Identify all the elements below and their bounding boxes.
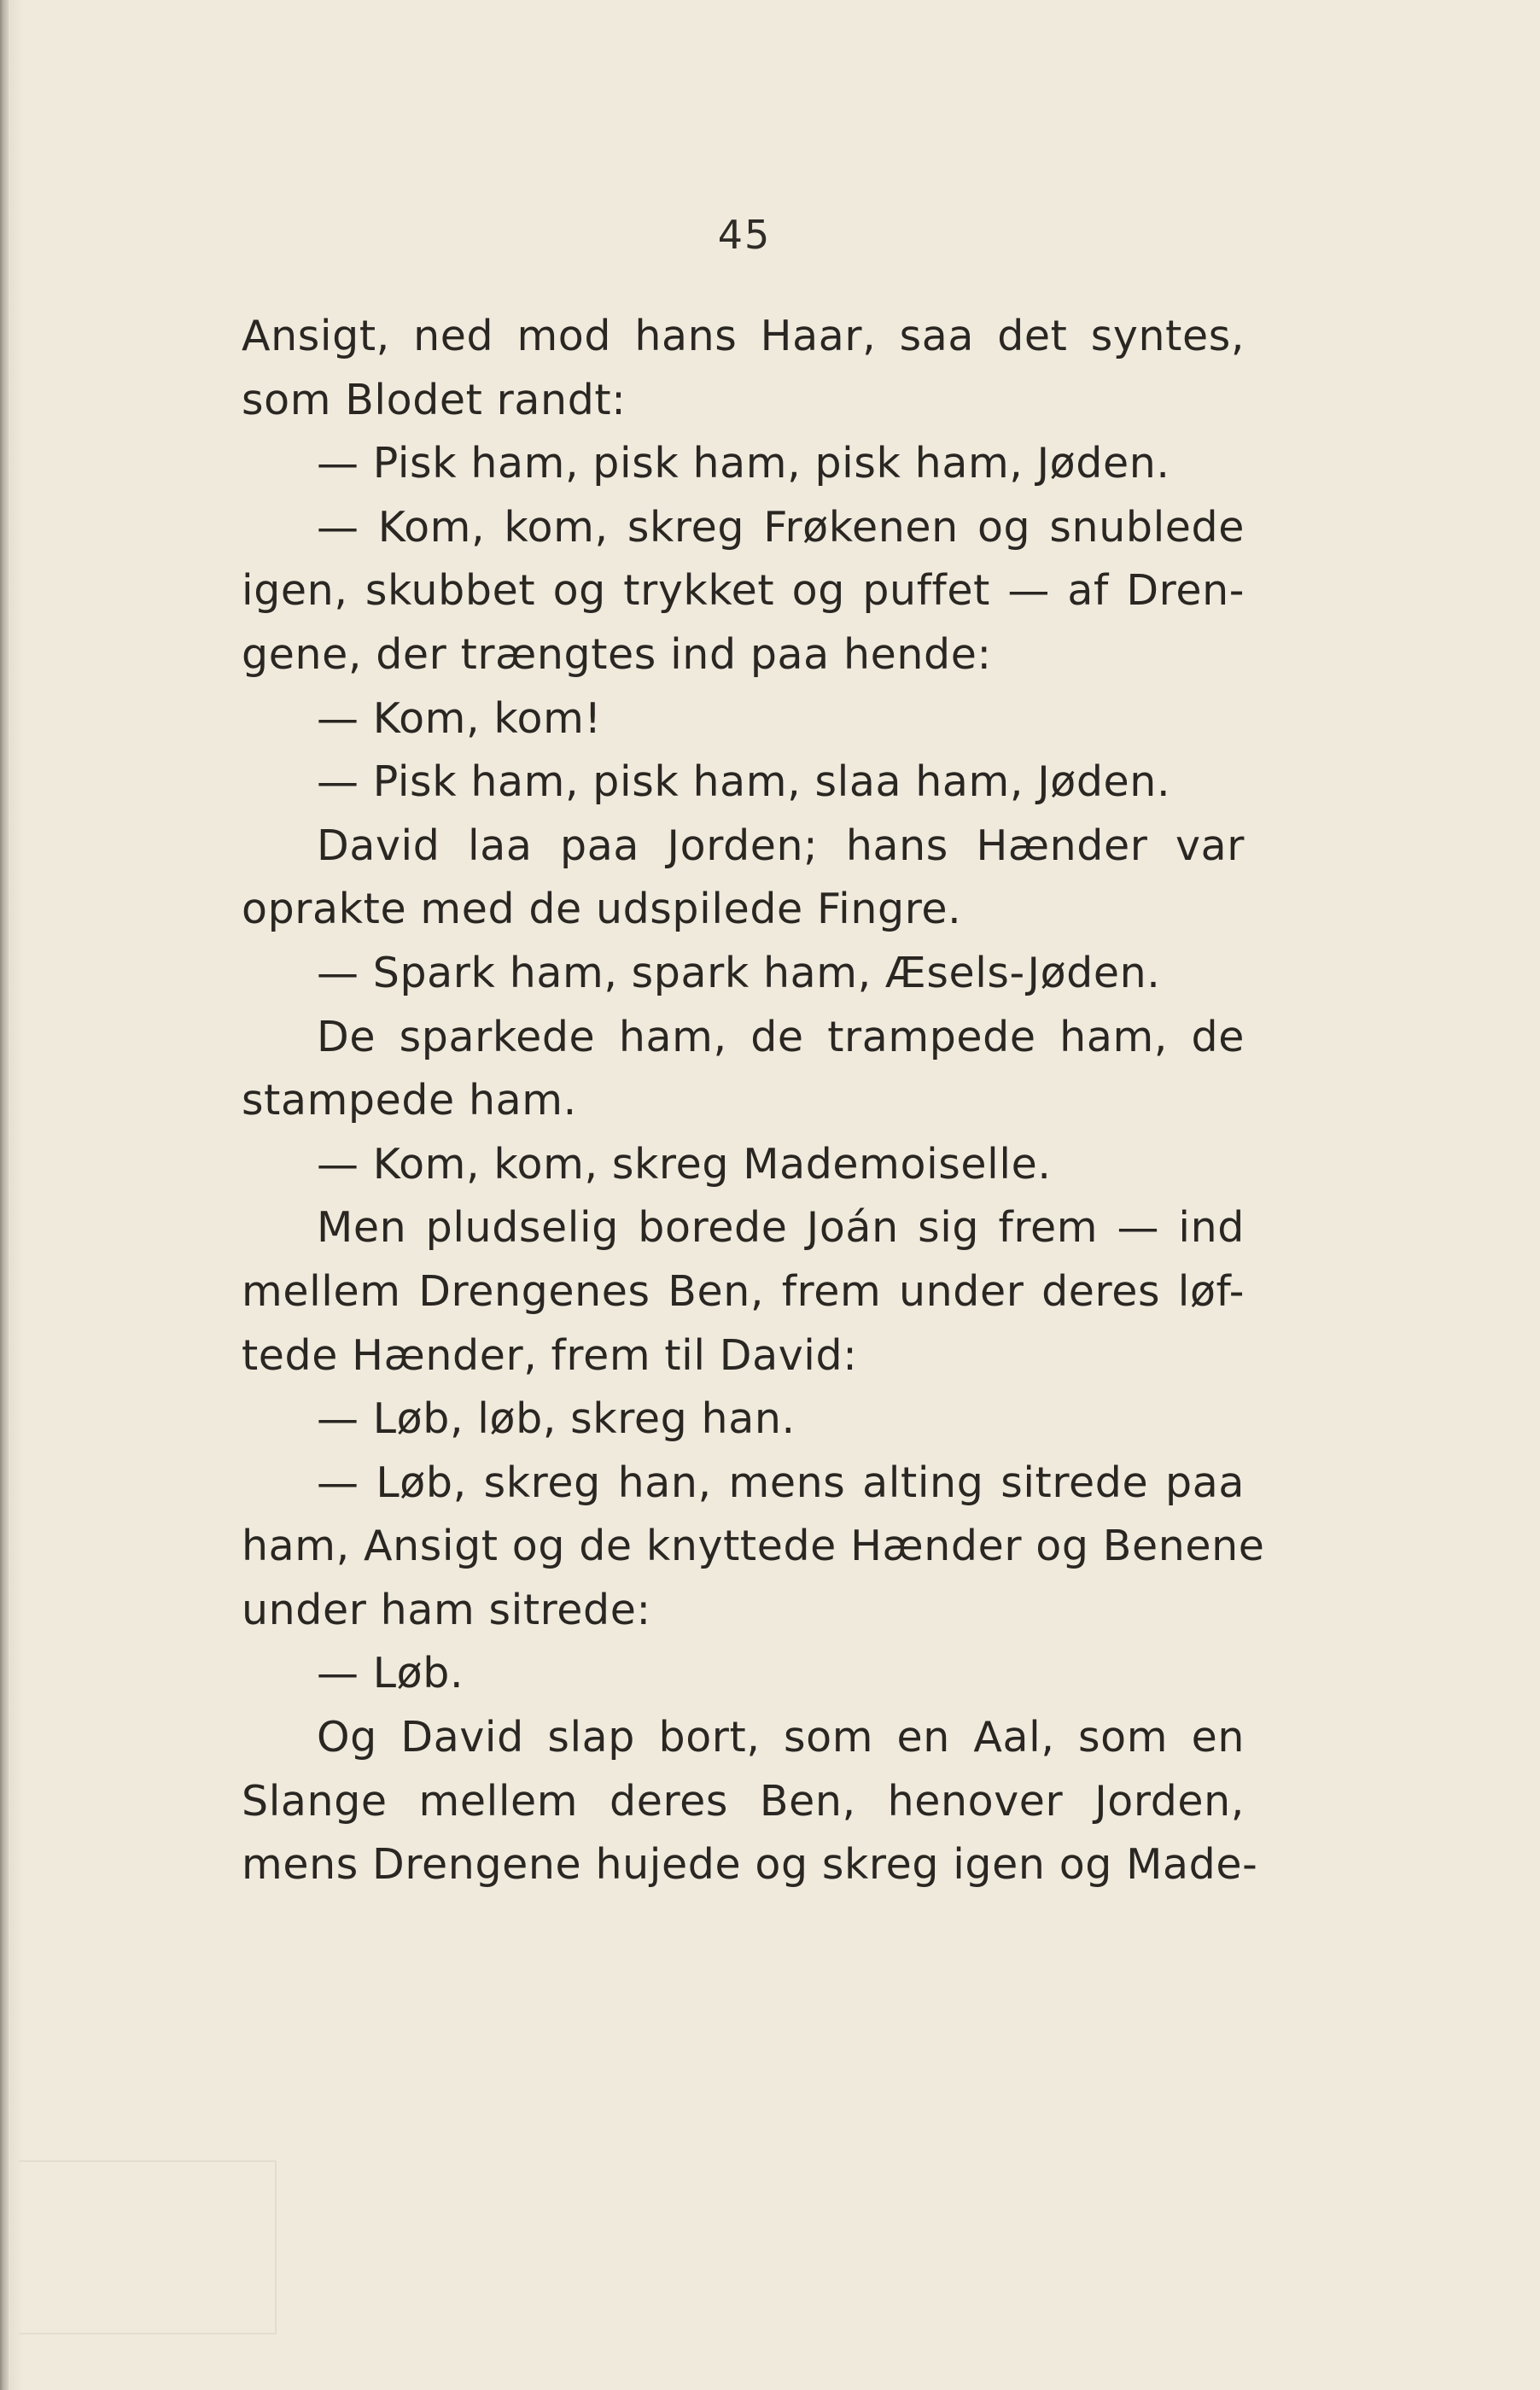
text-line: mellem Drengenes Ben, frem under deres løf- bbox=[242, 1266, 1245, 1316]
text-line: tede Hænder, frem til David: bbox=[242, 1330, 858, 1380]
text-line: oprakte med de udspilede Fingre. bbox=[242, 885, 962, 934]
text-line: ham, Ansigt og de knyttede Hænder og Benene bbox=[242, 1522, 1265, 1571]
text-line: — Løb, løb, skreg han. bbox=[317, 1394, 796, 1444]
text-line: igen, skubbet og trykket og puffet — af Dren- bbox=[242, 566, 1245, 616]
text-line: — Kom, kom, skreg Frøkenen og snublede bbox=[317, 502, 1245, 552]
text-line: David laa paa Jorden; hans Hænder var bbox=[317, 821, 1245, 870]
text-line: — Kom, kom, skreg Mademoiselle. bbox=[317, 1139, 1052, 1189]
text-line: — Pisk ham, pisk ham, slaa ham, Jøden. bbox=[317, 757, 1171, 807]
text-line: som Blodet randt: bbox=[242, 375, 627, 424]
text-line: — Løb. bbox=[317, 1649, 464, 1698]
text-line: — Løb, skreg han, mens alting sitrede paa bbox=[317, 1458, 1245, 1507]
page-number: 45 bbox=[717, 212, 772, 258]
text-line: Men pludselig borede Joán sig frem — ind bbox=[317, 1203, 1245, 1253]
text-line: Og David slap bort, som en Aal, som en bbox=[317, 1713, 1245, 1762]
text-line: Ansigt, ned mod hans Haar, saa det syntes, bbox=[242, 312, 1245, 360]
text-line: — Kom, kom! bbox=[317, 693, 602, 743]
text-line: — Pisk ham, pisk ham, pisk ham, Jøden. bbox=[317, 439, 1170, 488]
text-line: stampede ham. bbox=[242, 1076, 577, 1125]
text-line: under ham sitrede: bbox=[242, 1585, 651, 1634]
text-line: mens Drengene hujede og skreg igen og Made- bbox=[242, 1840, 1258, 1890]
page-stain bbox=[19, 2160, 277, 2334]
text-line: gene, der trængtes ind paa hende: bbox=[242, 629, 992, 679]
text-line: — Spark ham, spark ham, Æsels-Jøden. bbox=[317, 948, 1161, 997]
text-line: Slange mellem deres Ben, henover Jorden, bbox=[242, 1776, 1245, 1826]
body-text bbox=[242, 305, 1265, 1897]
binding-edge bbox=[0, 0, 9, 2390]
text-line: De sparkede ham, de trampede ham, de bbox=[317, 1012, 1245, 1061]
